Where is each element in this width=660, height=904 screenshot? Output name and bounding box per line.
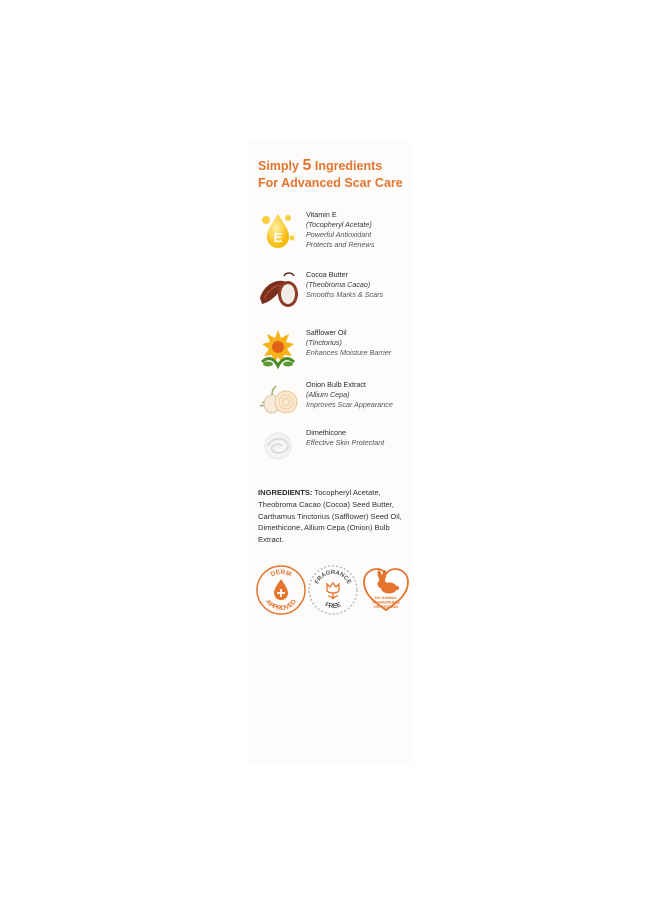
ingredient-latin: (Tocopheryl Acetate)	[306, 220, 372, 229]
ingredient-benefit: Effective Skin Protectant	[306, 438, 385, 447]
onion-icon	[256, 378, 300, 422]
ingredient-cocoa-butter	[256, 268, 412, 314]
fragrance-top-text: FRAGRANCE	[314, 569, 352, 586]
headline-pre: Simply	[258, 159, 303, 173]
ingredient-vitamin-e	[256, 208, 412, 254]
no-animal-line2: INGREDIENTS	[372, 599, 400, 605]
no-animal-line3: OR TESTING	[373, 604, 399, 609]
ingredient-onion-bulb-extract	[256, 378, 412, 424]
fragrance-free-badge	[307, 564, 359, 616]
ingredient-latin: (Theobroma Cacao)	[306, 280, 371, 289]
ingredient-benefit: Powerful Antioxidant	[306, 230, 372, 239]
headline-line2: For Advanced Scar Care	[258, 176, 403, 190]
ingredient-name: Dimethicone	[306, 428, 346, 437]
headline	[258, 157, 418, 192]
ingredients-text: Tocopheryl Acetate, Theobroma Cacao (Cocoa) Seed Butter, Carthamus Tinctorius (Safflower) Seed Oil, Dimethicone, Allium Cepa (Onion) Bulb Extract.	[258, 488, 402, 545]
ingredient-benefit: Improves Scar Appearance	[306, 400, 393, 409]
ingredient-latin: (Allium Cepa)	[306, 390, 350, 399]
safflower-icon	[256, 326, 300, 370]
svg-text:E: E	[273, 230, 283, 245]
ingredient-name: Vitamin E	[306, 210, 337, 219]
ingredient-name: Cocoa Butter	[306, 270, 348, 279]
fragrance-bottom-text: FREE	[323, 601, 343, 611]
ingredient-dimethicone	[256, 426, 412, 472]
no-animal-testing-badge	[360, 564, 412, 616]
ingredient-name: Onion Bulb Extract	[306, 380, 366, 389]
no-animal-line1: NO ANIMAL	[374, 595, 398, 600]
derm-bottom-text: APPROVED	[263, 598, 299, 613]
svg-text:FREE	[324, 601, 343, 610]
cocoa-pod-icon	[256, 268, 300, 312]
ingredient-name: Safflower Oil	[306, 328, 347, 337]
derm-top-text: DERM	[269, 568, 293, 579]
derm-approved-badge	[255, 564, 307, 616]
ingredient-safflower-oil	[256, 326, 412, 372]
ingredient-benefit: Smooths Marks & Scars	[306, 290, 384, 299]
svg-text:DERM	[270, 569, 293, 579]
tulip-icon	[327, 583, 339, 599]
ingredients-label: INGREDIENTS:	[258, 488, 313, 497]
ingredient-latin: (Tinctorius)	[306, 338, 342, 347]
headline-number: 5	[302, 157, 312, 174]
full-ingredients	[258, 487, 408, 546]
headline-post: Ingredients	[311, 159, 383, 173]
vitamin-e-drop-icon	[256, 208, 300, 252]
dimethicone-swirl-icon	[256, 426, 300, 470]
ingredient-benefit: Enhances Moisture Barrier	[306, 348, 392, 357]
ingredient-benefit: Protects and Renews	[306, 240, 375, 249]
